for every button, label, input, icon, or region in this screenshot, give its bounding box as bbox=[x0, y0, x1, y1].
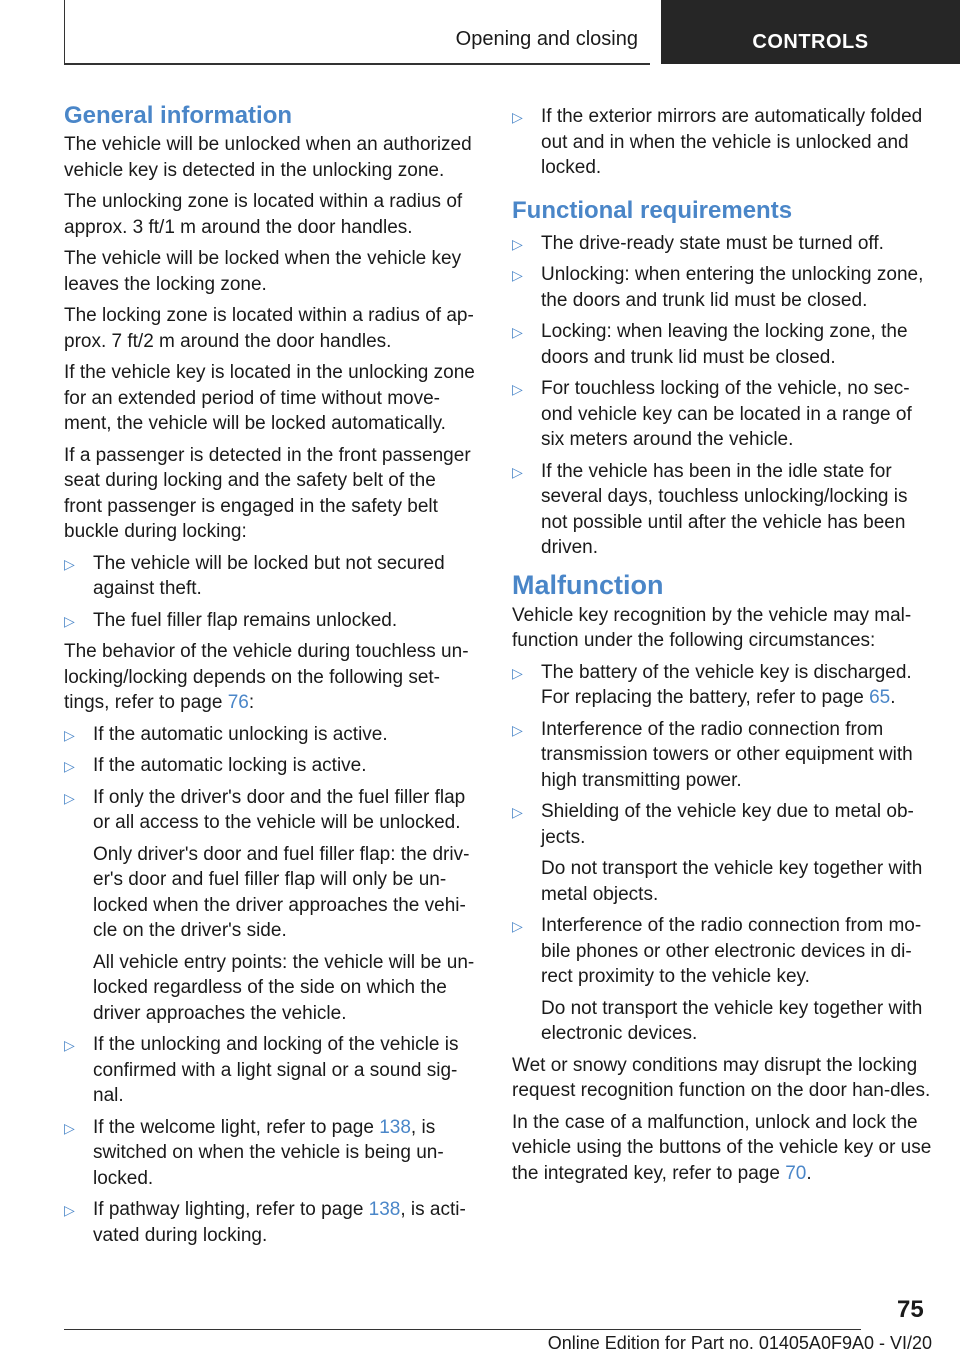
triangle-bullet-icon: ▷ bbox=[512, 918, 523, 934]
list-item: ▷ The vehicle will be locked but not secured against theft. bbox=[64, 552, 445, 599]
triangle-bullet-icon: ▷ bbox=[512, 804, 523, 820]
section-title: Opening and closing bbox=[455, 28, 638, 50]
page-link-138[interactable]: 138 bbox=[379, 1116, 411, 1138]
triangle-bullet-icon: ▷ bbox=[64, 612, 75, 629]
list-subparagraph: Do not transport the vehicle key together with metal objects. bbox=[541, 858, 923, 905]
paragraph: If the vehicle key is located in the unlocking zone for an extended period of time without move‐ment, the vehicle will be locked automatically. bbox=[64, 362, 475, 434]
requirements-list bbox=[512, 231, 932, 561]
paragraph: The vehicle will be unlocked when an authorized vehicle key is detected in the unlocking zone. bbox=[64, 134, 472, 181]
triangle-bullet-icon: ▷ bbox=[512, 721, 523, 738]
list-item: ▷ If the exterior mirrors are automatically folded out and in when the vehicle is unlocked and locked. bbox=[512, 106, 923, 178]
triangle-bullet-icon: ▷ bbox=[64, 1037, 75, 1053]
list-item: ▷ If only the driver's door and the fuel filler flap or all access to the vehicle will be unlocked. Only driver's door and fuel filler flap: the driv‐er's door and fuel filler flap will only be un‐locked when the driver approaches the vehi‐cle on the driver's side. All vehicle entry points: the vehicle will be un‐locked regardless of the side on which the driver approaches the vehicle. bbox=[64, 785, 478, 1027]
page-link-65[interactable]: 65 bbox=[869, 687, 891, 708]
list-item: ▷ If the vehicle has been in the idle state for several days, touchless unlocking/locking is not possible until after the vehicle has been driven. bbox=[512, 460, 908, 558]
chapter-tab bbox=[661, 0, 960, 64]
triangle-bullet-icon: ▷ bbox=[512, 381, 523, 397]
footer-rule bbox=[64, 1329, 861, 1330]
triangle-bullet-icon: ▷ bbox=[64, 555, 75, 572]
triangle-bullet-icon: ▷ bbox=[512, 324, 523, 340]
list-item: ▷ The drive-ready state must be turned off. bbox=[512, 231, 932, 257]
list-item: ▷ Interference of the radio connection from mo‐bile phones or other electronic devices in di‐rect proximity to the vehicle key. Do not transport the vehicle key together with electronic devices. bbox=[512, 913, 932, 1047]
list-subparagraph: Only driver's door and fuel filler flap: the driv‐er's door and fuel filler flap will only be un‐locked when the driver approaches the vehi‐cle on the driver's side. bbox=[93, 843, 470, 941]
malfunction-list bbox=[512, 660, 932, 1047]
paragraph-final: In the case of a malfunction, unlock and lock the vehicle using the buttons of the vehicle key or use the integrated key, refer to page 70. bbox=[512, 1111, 932, 1184]
heading-malfunction: Malfunction bbox=[512, 569, 664, 600]
list-item: ▷ For touchless locking of the vehicle, no sec‐ond vehicle key can be located in a range of six meters around the vehicle. bbox=[512, 378, 912, 450]
paragraph: The vehicle will be locked when the vehicle key leaves the locking zone. bbox=[64, 248, 462, 295]
list-item: ▷ If the automatic unlocking is active. bbox=[64, 722, 478, 748]
triangle-bullet-icon: ▷ bbox=[512, 463, 523, 480]
list-item: ▷ Unlocking: when entering the unlocking zone, the doors and trunk lid must be closed. bbox=[512, 264, 924, 311]
page-link-138[interactable]: 138 bbox=[368, 1199, 401, 1220]
list-item: ▷ If the welcome light, refer to page 138, is switched on when the vehicle is being un‐locked. bbox=[64, 1116, 444, 1189]
settings-list bbox=[64, 722, 478, 1249]
list-item: ▷ Locking: when leaving the locking zone, the doors and trunk lid must be closed. bbox=[512, 321, 908, 368]
list-item: ▷ Interference of the radio connection from transmission towers or other equipment with high transmitting power. bbox=[512, 718, 913, 791]
paragraph: The unlocking zone is located within a radius of approx. 3 ft/1 m around the door handles. bbox=[64, 191, 463, 238]
triangle-bullet-icon: ▷ bbox=[64, 726, 75, 743]
list-item: ▷ If the automatic locking is active. bbox=[64, 753, 478, 779]
list-item: ▷ The battery of the vehicle key is discharged. For replacing the battery, refer to page 65. bbox=[512, 661, 912, 708]
list-item: ▷ Shielding of the vehicle key due to metal ob‐jects. Do not transport the vehicle key together with metal objects. bbox=[512, 799, 932, 907]
passenger-list bbox=[64, 551, 478, 634]
paragraph: The locking zone is located within a radius of ap‐prox. 7 ft/2 m around the door handles. bbox=[64, 305, 474, 352]
triangle-bullet-icon: ▷ bbox=[64, 1119, 75, 1136]
settings-list-continued bbox=[512, 104, 932, 181]
chapter-label: CONTROLS bbox=[752, 31, 869, 53]
triangle-bullet-icon: ▷ bbox=[64, 789, 75, 806]
triangle-bullet-icon: ▷ bbox=[512, 235, 523, 252]
paragraph: If a passenger is detected in the front passenger seat during locking and the safety belt of the front passenger is engaged in the safety belt buckle during locking: bbox=[64, 444, 471, 542]
edition-footer: Online Edition for Part no. 01405A0F9A0 - VI/20 bbox=[547, 1333, 932, 1353]
list-item: ▷ If pathway lighting, refer to page 138, is acti‐vated during locking. bbox=[64, 1199, 466, 1246]
list-item: ▷ If the unlocking and locking of the vehicle is confirmed with a light signal or a sound sig‐nal. bbox=[64, 1034, 459, 1106]
header-rule-bottom bbox=[64, 63, 650, 65]
page-number: 75 bbox=[897, 1296, 924, 1323]
page-link-76[interactable]: 76 bbox=[227, 692, 249, 713]
paragraph-behavior: The behavior of the vehicle during touchless un‐locking/locking depends on the following set‐tings, refer to page 76: bbox=[64, 641, 469, 713]
triangle-bullet-icon: ▷ bbox=[64, 758, 75, 774]
left-column bbox=[64, 100, 478, 1254]
list-subparagraph: All vehicle entry points: the vehicle will be un‐locked regardless of the side on which the driver approaches the vehicle. bbox=[93, 951, 475, 1024]
triangle-bullet-icon: ▷ bbox=[64, 1202, 75, 1218]
heading-general-information: General information bbox=[64, 102, 293, 129]
list-subparagraph: Do not transport the vehicle key together with electronic devices. bbox=[541, 997, 923, 1044]
triangle-bullet-icon: ▷ bbox=[512, 664, 523, 681]
right-column bbox=[512, 100, 932, 1192]
heading-functional-requirements: Functional requirements bbox=[512, 196, 793, 224]
triangle-bullet-icon: ▷ bbox=[512, 267, 523, 283]
header-rule-left bbox=[64, 0, 65, 64]
page-link-70[interactable]: 70 bbox=[785, 1162, 807, 1184]
list-item: ▷ The fuel filler flap remains unlocked. bbox=[64, 608, 478, 634]
paragraph: Wet or snowy conditions may disrupt the locking request recognition function on the door han‐dles. bbox=[512, 1054, 931, 1101]
paragraph: Vehicle key recognition by the vehicle may mal‐function under the following circumstances: bbox=[512, 604, 912, 651]
triangle-bullet-icon: ▷ bbox=[512, 109, 523, 125]
